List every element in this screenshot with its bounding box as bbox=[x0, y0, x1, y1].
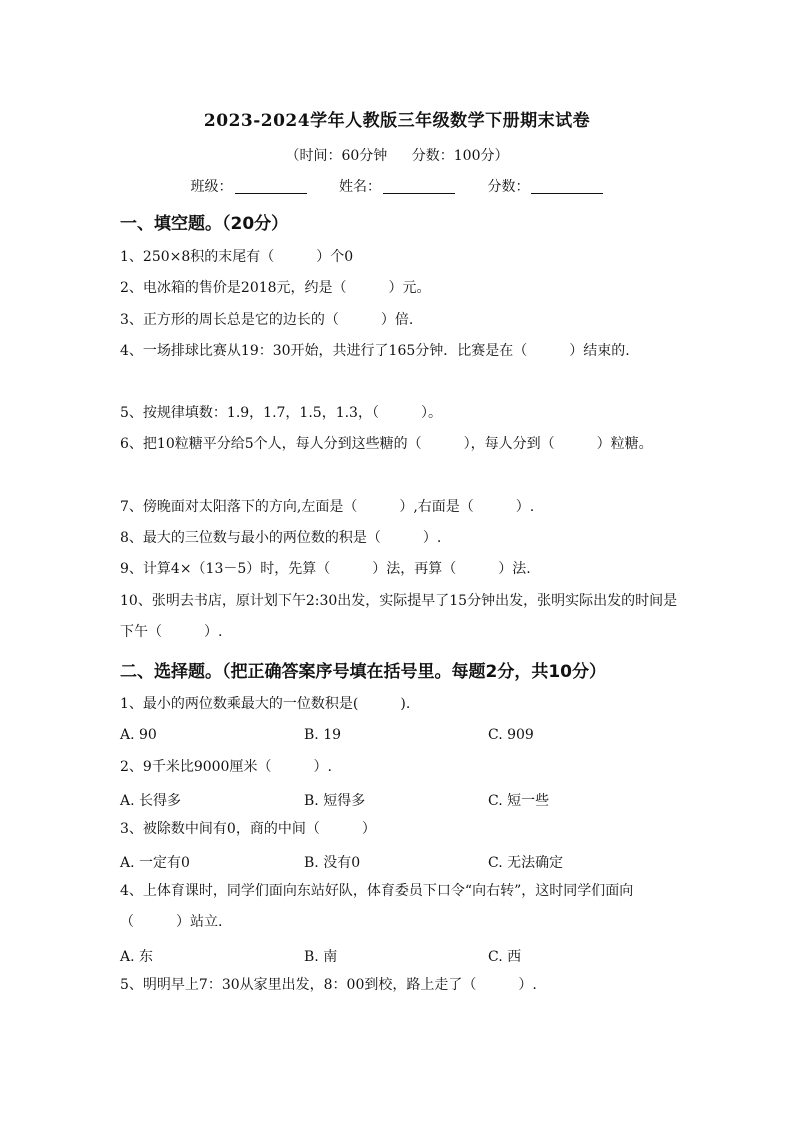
choice-3-option-b[interactable]: B. 没有0 bbox=[304, 855, 361, 871]
name-label: 姓名： bbox=[339, 179, 381, 195]
exam-total-score: 分数：100分） bbox=[411, 148, 509, 164]
class-field[interactable] bbox=[191, 176, 307, 196]
section-fill-blank-heading: 一、填空题。（20分） bbox=[120, 214, 289, 234]
choice-1-option-c[interactable]: C. 909 bbox=[488, 727, 534, 743]
question-fill-3: 3、正方形的周长总是它的边长的（ ）倍. bbox=[120, 312, 414, 328]
question-choice-3: 3、被除数中间有0，商的中间（ ） bbox=[120, 821, 376, 837]
question-fill-8: 8、最大的三位数与最小的两位数的积是（ ）. bbox=[120, 530, 442, 546]
question-fill-4: 4、一场排球比赛从19：30开始，共进行了165分钟．比赛是在（ ）结束的. bbox=[120, 343, 630, 359]
choice-2-option-b[interactable]: B. 短得多 bbox=[304, 793, 366, 809]
question-choice-4: 4、上体育课时，同学们面向东站好队，体育委员下口令“向右转”，这时同学们面向（ ）站立. bbox=[120, 883, 634, 930]
choice-4-option-a[interactable]: A. 东 bbox=[120, 949, 154, 965]
section-choice-heading: 二、选择题。（把正确答案序号填在括号里。每题2分，共10分） bbox=[120, 662, 606, 682]
choice-2-option-c[interactable]: C. 短一些 bbox=[488, 793, 550, 809]
page-title: 2023-2024学年人教版三年级数学下册期末试卷 bbox=[203, 111, 591, 131]
score-blank[interactable] bbox=[531, 179, 603, 194]
question-fill-6: 6、把10粒糖平分给5个人，每人分到这些糖的（ ），每人分到（ ）粒糖。 bbox=[120, 436, 653, 452]
question-fill-1: 1、250×8积的末尾有（ ）个0 bbox=[120, 249, 354, 265]
class-label: 班级： bbox=[190, 179, 233, 195]
question-fill-7: 7、傍晚面对太阳落下的方向,左面是（ ）,右面是（ ）. bbox=[120, 499, 535, 515]
question-fill-10: 10、张明去书店，原计划下午2:30出发，实际提早了15分钟出发，张明实际出发的时间是下午（ ）. bbox=[120, 593, 678, 640]
name-field[interactable] bbox=[339, 176, 455, 196]
choice-2-options bbox=[120, 790, 680, 810]
choice-4-option-b[interactable]: B. 南 bbox=[304, 949, 338, 965]
choice-4-option-c[interactable]: C. 西 bbox=[488, 949, 522, 965]
question-fill-2: 2、电冰箱的售价是2018元，约是（ ）元。 bbox=[120, 280, 431, 296]
question-fill-5: 5、按规律填数：1.9，1.7，1.5，1.3，（ ）。 bbox=[120, 405, 442, 421]
class-blank[interactable] bbox=[235, 179, 307, 194]
question-choice-2: 2、9千米比9000厘米（ ）. bbox=[120, 759, 332, 775]
question-choice-1: 1、最小的两位数乘最大的一位数积是( ). bbox=[120, 696, 411, 712]
exam-time: （时间：60分钟 bbox=[285, 148, 388, 164]
choice-3-option-a[interactable]: A. 一定有0 bbox=[120, 855, 190, 871]
student-info-row bbox=[0, 176, 794, 196]
choice-1-options bbox=[120, 727, 680, 747]
exam-subtitle bbox=[0, 145, 794, 165]
score-field[interactable] bbox=[487, 176, 603, 196]
choice-2-option-a[interactable]: A. 长得多 bbox=[120, 793, 182, 809]
name-blank[interactable] bbox=[383, 179, 455, 194]
score-label: 分数： bbox=[487, 179, 530, 195]
choice-3-option-c[interactable]: C. 无法确定 bbox=[488, 855, 564, 871]
question-fill-9: 9、计算4×（13－5）时，先算（ ）法，再算（ ）法. bbox=[120, 561, 531, 577]
choice-4-options bbox=[120, 946, 680, 966]
question-choice-5: 5、明明早上7：30从家里出发，8：00到校，路上走了（ ）. bbox=[120, 977, 537, 993]
choice-3-options bbox=[120, 852, 680, 872]
choice-1-option-a[interactable]: A. 90 bbox=[120, 727, 157, 743]
choice-1-option-b[interactable]: B. 19 bbox=[304, 727, 342, 743]
